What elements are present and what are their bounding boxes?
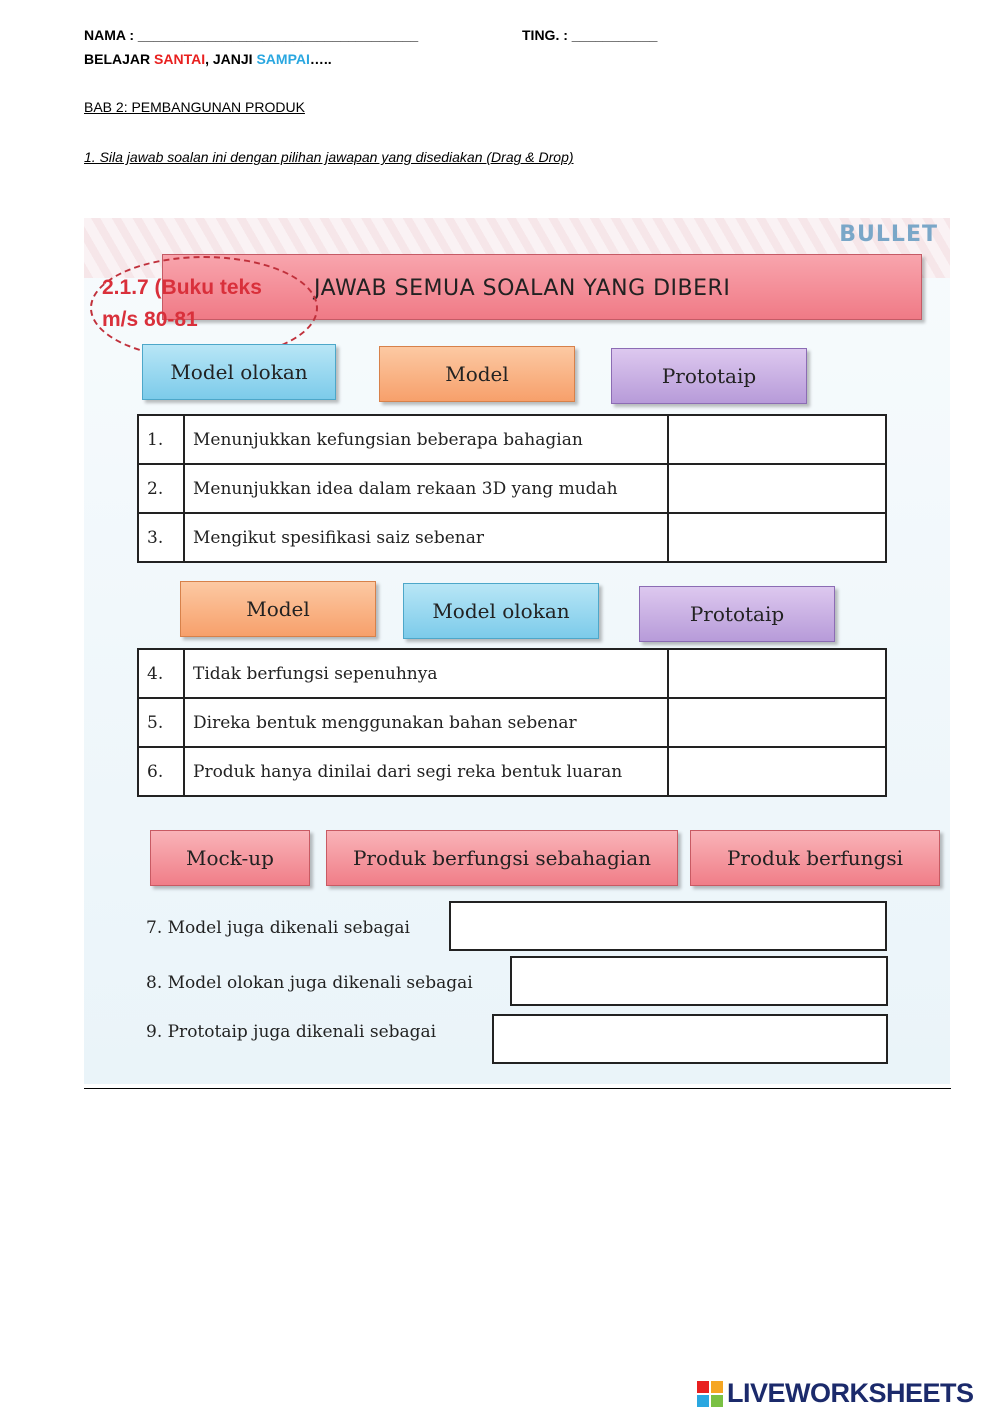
motto-middle: , JANJI — [205, 51, 257, 67]
row-number: 6. — [138, 747, 184, 796]
table-row — [138, 464, 886, 513]
row-text: Tidak berfungsi sepenuhnya — [184, 649, 668, 698]
row-text: Mengikut spesifikasi saiz sebenar — [184, 513, 668, 562]
motto-santai: SANTAI — [154, 51, 206, 67]
row-text: Menunjukkan idea dalam rekaan 3D yang mudah — [184, 464, 668, 513]
textbook-reference — [88, 238, 308, 338]
chip-model-2[interactable]: Model — [180, 581, 376, 637]
answer-drop-slot-2[interactable] — [668, 464, 886, 513]
answer-drop-slot-7[interactable] — [449, 901, 887, 951]
chip-model-olokan-2[interactable]: Model olokan — [403, 583, 599, 639]
table-row — [138, 698, 886, 747]
table-row — [138, 747, 886, 796]
answer-drop-slot-9[interactable] — [492, 1014, 888, 1064]
liveworksheets-logo — [697, 1378, 974, 1409]
row-text: Produk hanya dinilai dari segi reka bentuk luaran — [184, 747, 668, 796]
chip-model-olokan-1[interactable]: Model olokan — [142, 344, 336, 400]
answer-drop-slot-5[interactable] — [668, 698, 886, 747]
motto-sampai: SAMPAI — [256, 51, 310, 67]
chip-model-1[interactable]: Model — [379, 346, 575, 402]
question-table-2 — [137, 648, 887, 797]
row-number: 2. — [138, 464, 184, 513]
answer-drop-slot-3[interactable] — [668, 513, 886, 562]
fill-question-7: 7. Model juga dikenali sebagai — [146, 918, 410, 938]
name-label: NAMA : ____________________________________ — [84, 27, 419, 43]
row-number: 4. — [138, 649, 184, 698]
chip-prototaip-2[interactable]: Prototaip — [639, 586, 835, 642]
row-number: 5. — [138, 698, 184, 747]
answer-drop-slot-1[interactable] — [668, 415, 886, 464]
fill-question-8: 8. Model olokan juga dikenali sebagai — [146, 973, 473, 993]
chip-produk-berfungsi-sebahagian[interactable]: Produk berfungsi sebahagian — [326, 830, 678, 886]
answer-drop-slot-4[interactable] — [668, 649, 886, 698]
table-row — [138, 513, 886, 562]
brand-squares-icon — [697, 1381, 723, 1407]
motto — [84, 51, 332, 67]
fill-question-9: 9. Prototaip juga dikenali sebagai — [146, 1022, 437, 1042]
chip-prototaip-1[interactable]: Prototaip — [611, 348, 807, 404]
chip-produk-berfungsi[interactable]: Produk berfungsi — [690, 830, 940, 886]
table-row — [138, 415, 886, 464]
reference-line-2: m/s 80-81 — [102, 308, 198, 331]
bottom-divider — [84, 1088, 951, 1089]
worksheet-title: JAWAB SEMUA SOALAN YANG DIBERI — [314, 276, 731, 301]
motto-suffix: ….. — [309, 51, 332, 67]
brand-name: LIVEWORKSHEETS — [727, 1378, 974, 1408]
chapter-title: BAB 2: PEMBANGUNAN PRODUK — [84, 99, 305, 115]
bullet-logo: BULLET — [839, 222, 938, 247]
chip-mock-up[interactable]: Mock-up — [150, 830, 310, 886]
answer-drop-slot-6[interactable] — [668, 747, 886, 796]
row-text: Direka bentuk menggunakan bahan sebenar — [184, 698, 668, 747]
table-row — [138, 649, 886, 698]
row-number: 1. — [138, 415, 184, 464]
answer-drop-slot-8[interactable] — [510, 956, 888, 1006]
instruction: 1. Sila jawab soalan ini dengan pilihan jawapan yang disediakan (Drag & Drop) — [84, 149, 574, 165]
worksheet-image — [84, 218, 950, 1084]
motto-prefix: BELAJAR — [84, 51, 155, 67]
form-level-label: TING. : ___________ — [522, 27, 658, 43]
reference-line-1: 2.1.7 (Buku teks — [102, 276, 262, 299]
row-text: Menunjukkan kefungsian beberapa bahagian — [184, 415, 668, 464]
reference-text — [102, 272, 262, 336]
row-number: 3. — [138, 513, 184, 562]
question-table-1 — [137, 414, 887, 563]
